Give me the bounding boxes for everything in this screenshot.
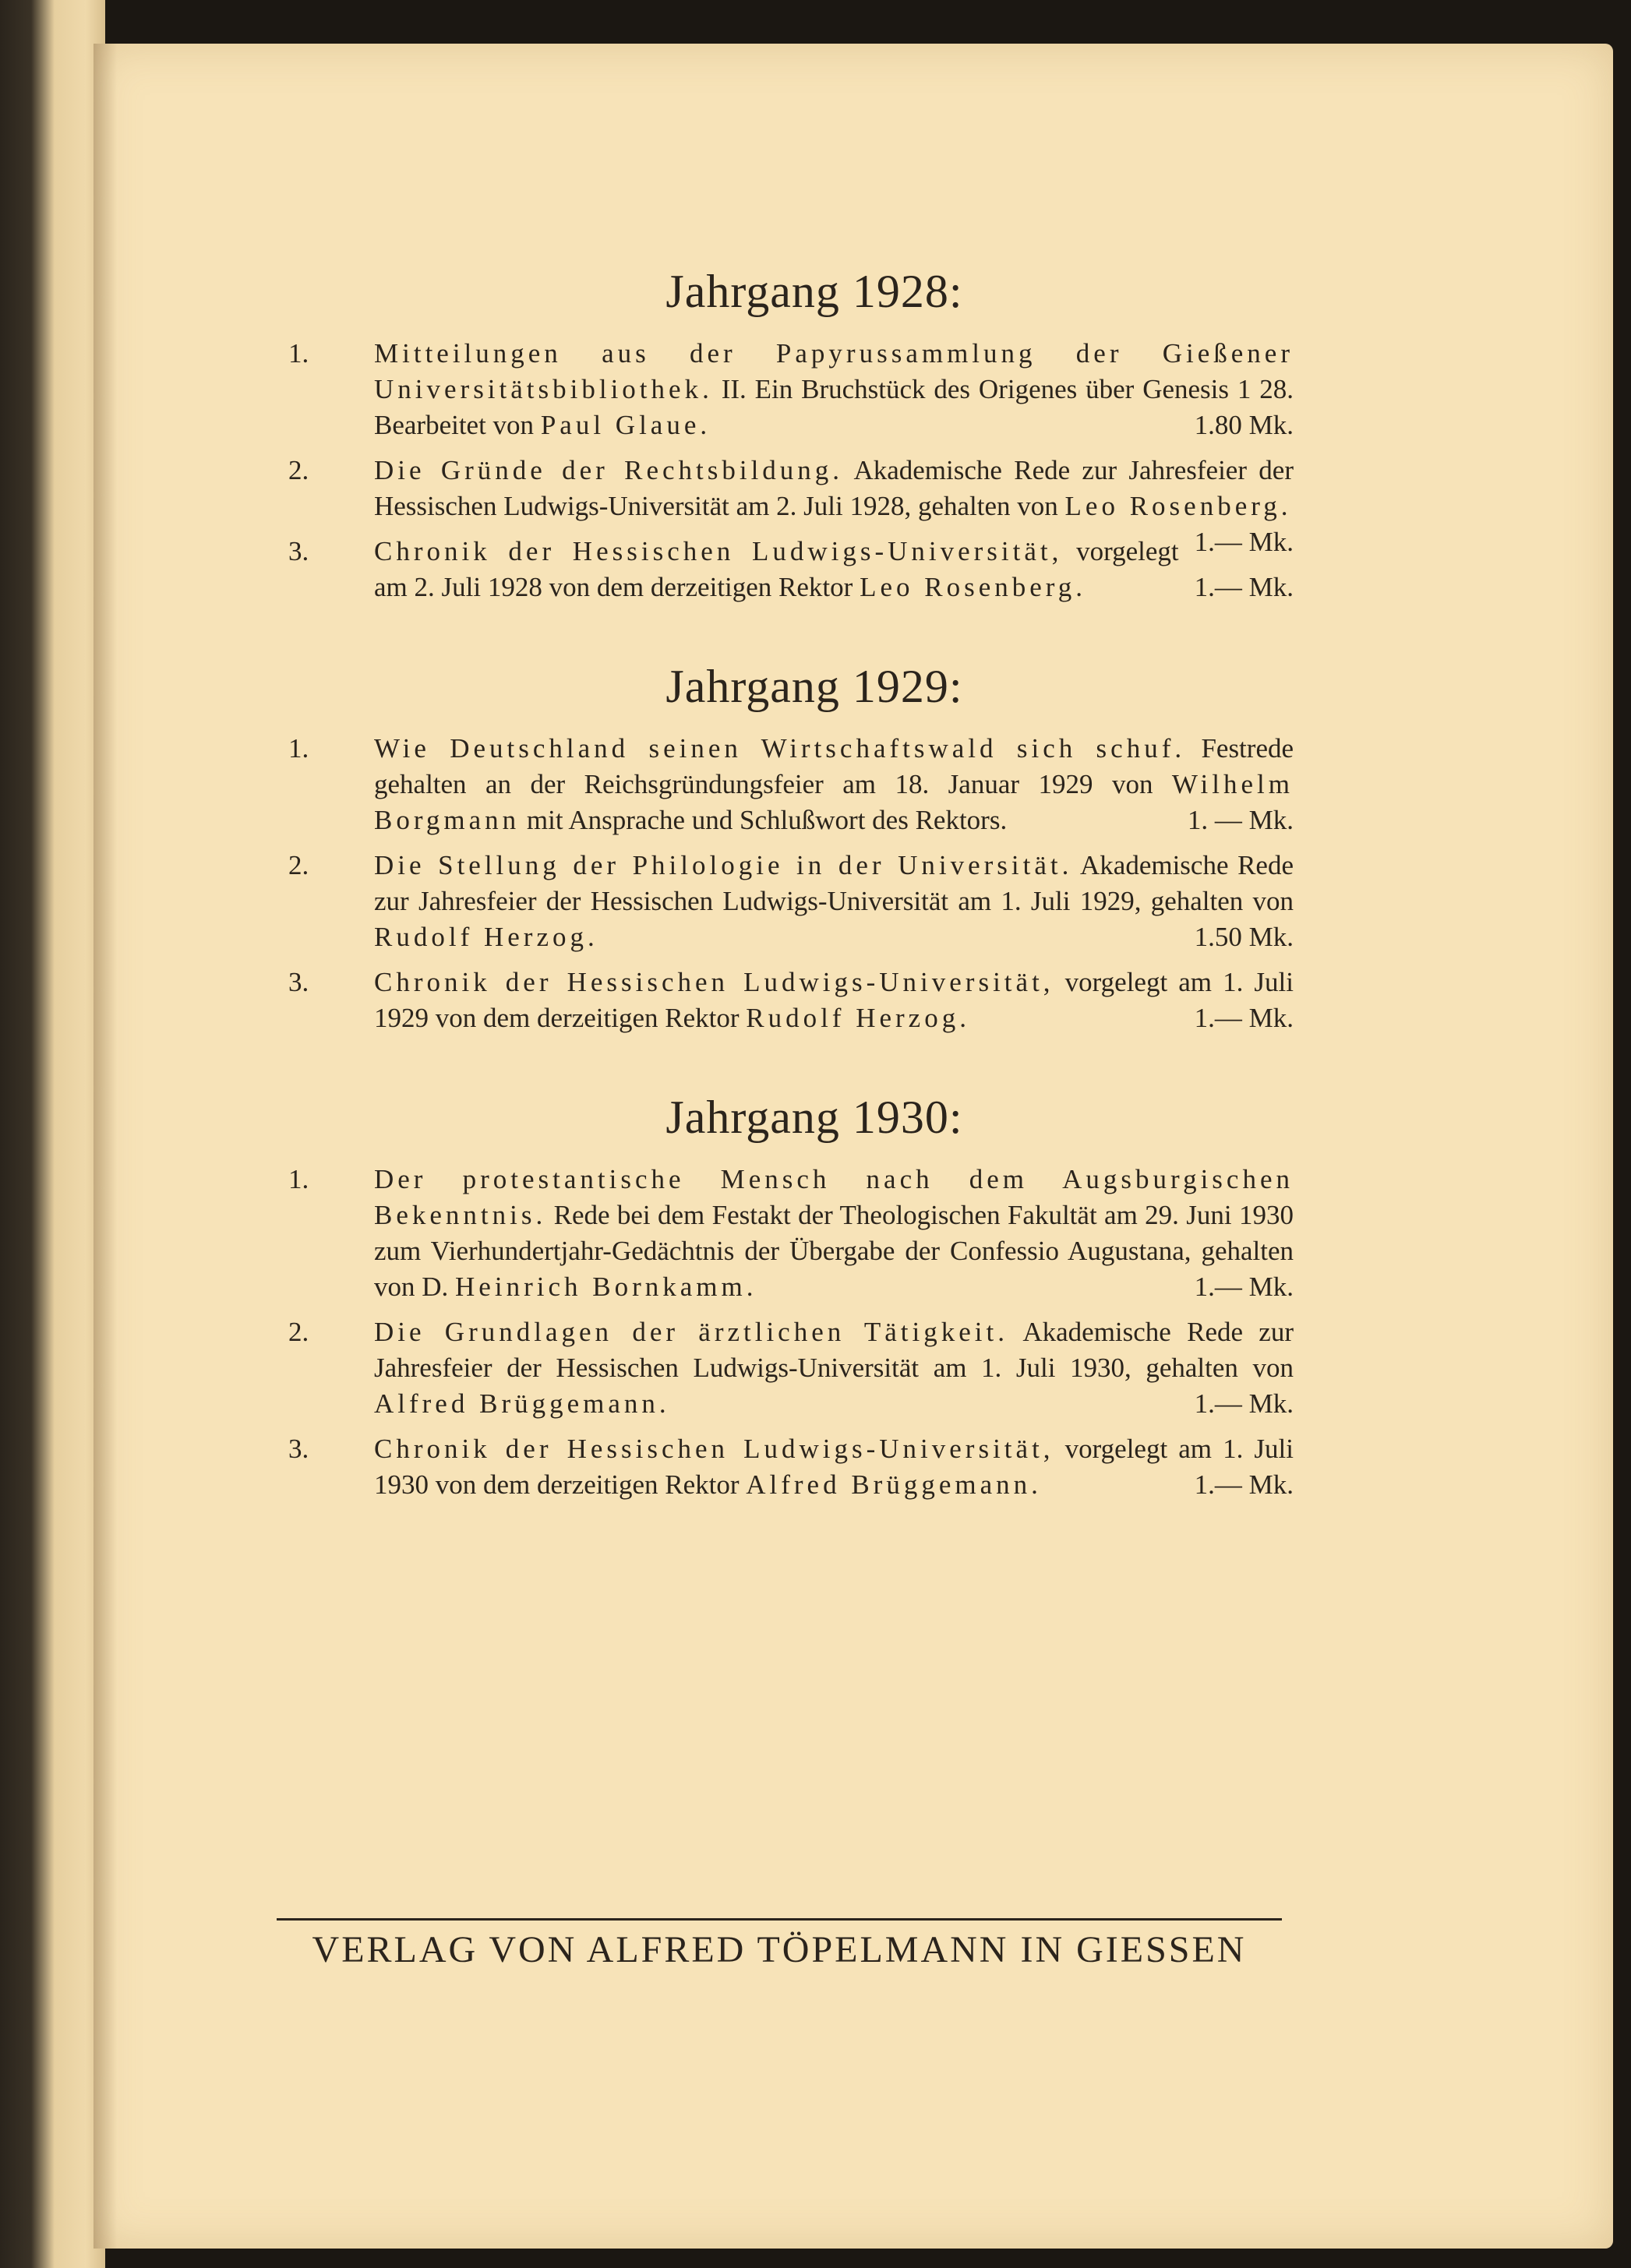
item-price: 1.— Mk.: [1194, 1272, 1294, 1302]
item-rest: mit Ansprache und Schlußwort des Rektors.: [526, 805, 1008, 835]
item-title: Die Stellung der Philologie in der Universität.: [374, 850, 1073, 880]
item-price: 1.50 Mk.: [1194, 922, 1294, 952]
item-author: Rudolf Herzog.: [374, 922, 598, 952]
item-author: Alfred Brüggemann.: [746, 1469, 1042, 1500]
section-heading: Jahrgang 1929:: [665, 661, 963, 712]
item-number: 1.: [288, 338, 309, 369]
item-author: Paul Glaue.: [540, 410, 711, 440]
item-price: 1.— Mk.: [1194, 527, 1294, 557]
item-number: 1.: [288, 1164, 309, 1194]
item-text: vorgelegt am 2. Juli 1928 von dem derzeitigen Rektor: [374, 536, 1179, 602]
item-price: 1. — Mk.: [1187, 805, 1294, 835]
item-price: 1.— Mk.: [1194, 1469, 1294, 1500]
left-page-edge: [0, 0, 105, 2268]
item-text: Festrede gehalten an der Reichsgründungsfeier am 18. Januar 1929 von: [374, 733, 1294, 799]
item-price: 1.— Mk.: [1194, 1388, 1294, 1419]
item-number: 3.: [288, 967, 309, 997]
item-title: Der protestantische Mensch nach dem Augsburgischen Bekenntnis.: [374, 1164, 1294, 1230]
section-1930: [288, 1091, 1294, 1503]
item-number: 2.: [288, 1317, 309, 1347]
section-1929: [288, 660, 1294, 1036]
item-title: Wie Deutschland seinen Wirtschaftswald sich schuf.: [374, 733, 1186, 764]
item-title: Mitteilungen aus der Papyrussammlung der Gießener Universitätsbibliothek.: [374, 338, 1294, 404]
list-item: [288, 848, 1294, 955]
item-author: Wilhelm Borgmann: [374, 769, 1294, 835]
item-number: 2.: [288, 850, 309, 880]
section-heading: Jahrgang 1930:: [665, 1092, 963, 1143]
list-item: [288, 336, 1294, 443]
item-number: 2.: [288, 455, 309, 485]
item-text: Rede bei dem Festakt der Theologischen Fakultät am 29. Juni 1930 zum Vierhundertjahr-Gedächtnis der Übergabe der Confessio Augustana, gehalten von D.: [374, 1200, 1294, 1302]
item-title: Die Gründe der Rechtsbildung.: [374, 455, 844, 485]
item-price: 1.— Mk.: [1194, 1003, 1294, 1033]
item-number: 1.: [288, 733, 309, 764]
item-text: II. Ein Bruchstück des Origenes über Genesis 1 28. Bearbeitet von: [374, 374, 1294, 440]
item-number: 3.: [288, 1434, 309, 1464]
list-item: [288, 965, 1294, 1036]
item-price: 1.— Mk.: [1194, 572, 1294, 602]
item-author: Leo Rosenberg.: [1064, 491, 1292, 521]
list-item: [288, 1162, 1294, 1305]
item-title: Die Grundlagen der ärztlichen Tätigkeit.: [374, 1317, 1008, 1347]
item-author: Heinrich Bornkamm.: [455, 1272, 757, 1302]
item-text: vorgelegt am 1. Juli 1929 von dem derzeitigen Rektor: [374, 967, 1294, 1033]
item-title: Chronik der Hessischen Ludwigs-Universität,: [374, 536, 1063, 566]
item-author: Alfred Brüggemann.: [374, 1388, 670, 1419]
list-item: [288, 534, 1294, 605]
item-price: 1.80 Mk.: [1194, 410, 1294, 440]
page-gutter-shadow: [94, 44, 117, 2249]
item-text: Akademische Rede zur Jahresfeier der Hessischen Ludwigs-Universität am 1. Juli 1930, gehalten von: [374, 1317, 1294, 1383]
list-item: [288, 1431, 1294, 1503]
list-item: [288, 1314, 1294, 1422]
list-item: [288, 731, 1294, 838]
item-title: Chronik der Hessischen Ludwigs-Universität,: [374, 1434, 1054, 1464]
item-author: Rudolf Herzog.: [746, 1003, 970, 1033]
publisher-footer: VERLAG VON ALFRED TÖPELMANN IN GIESSEN: [277, 1918, 1282, 1971]
item-text: Akademische Rede zur Jahresfeier der Hessischen Ludwigs-Universität am 1. Juli 1929, gehalten von: [374, 850, 1294, 916]
publication-list: [288, 265, 1294, 1557]
item-text: Akademische Rede zur Jahresfeier der Hessischen Ludwigs-Universität am 2. Juli 1928, gehalten von: [374, 455, 1294, 521]
section-1928: [288, 265, 1294, 605]
section-heading: Jahrgang 1928:: [665, 266, 963, 317]
item-text: vorgelegt am 1. Juli 1930 von dem derzeitigen Rektor: [374, 1434, 1294, 1500]
item-author: Leo Rosenberg.: [860, 572, 1087, 602]
item-title: Chronik der Hessischen Ludwigs-Universität,: [374, 967, 1054, 997]
item-number: 3.: [288, 536, 309, 566]
